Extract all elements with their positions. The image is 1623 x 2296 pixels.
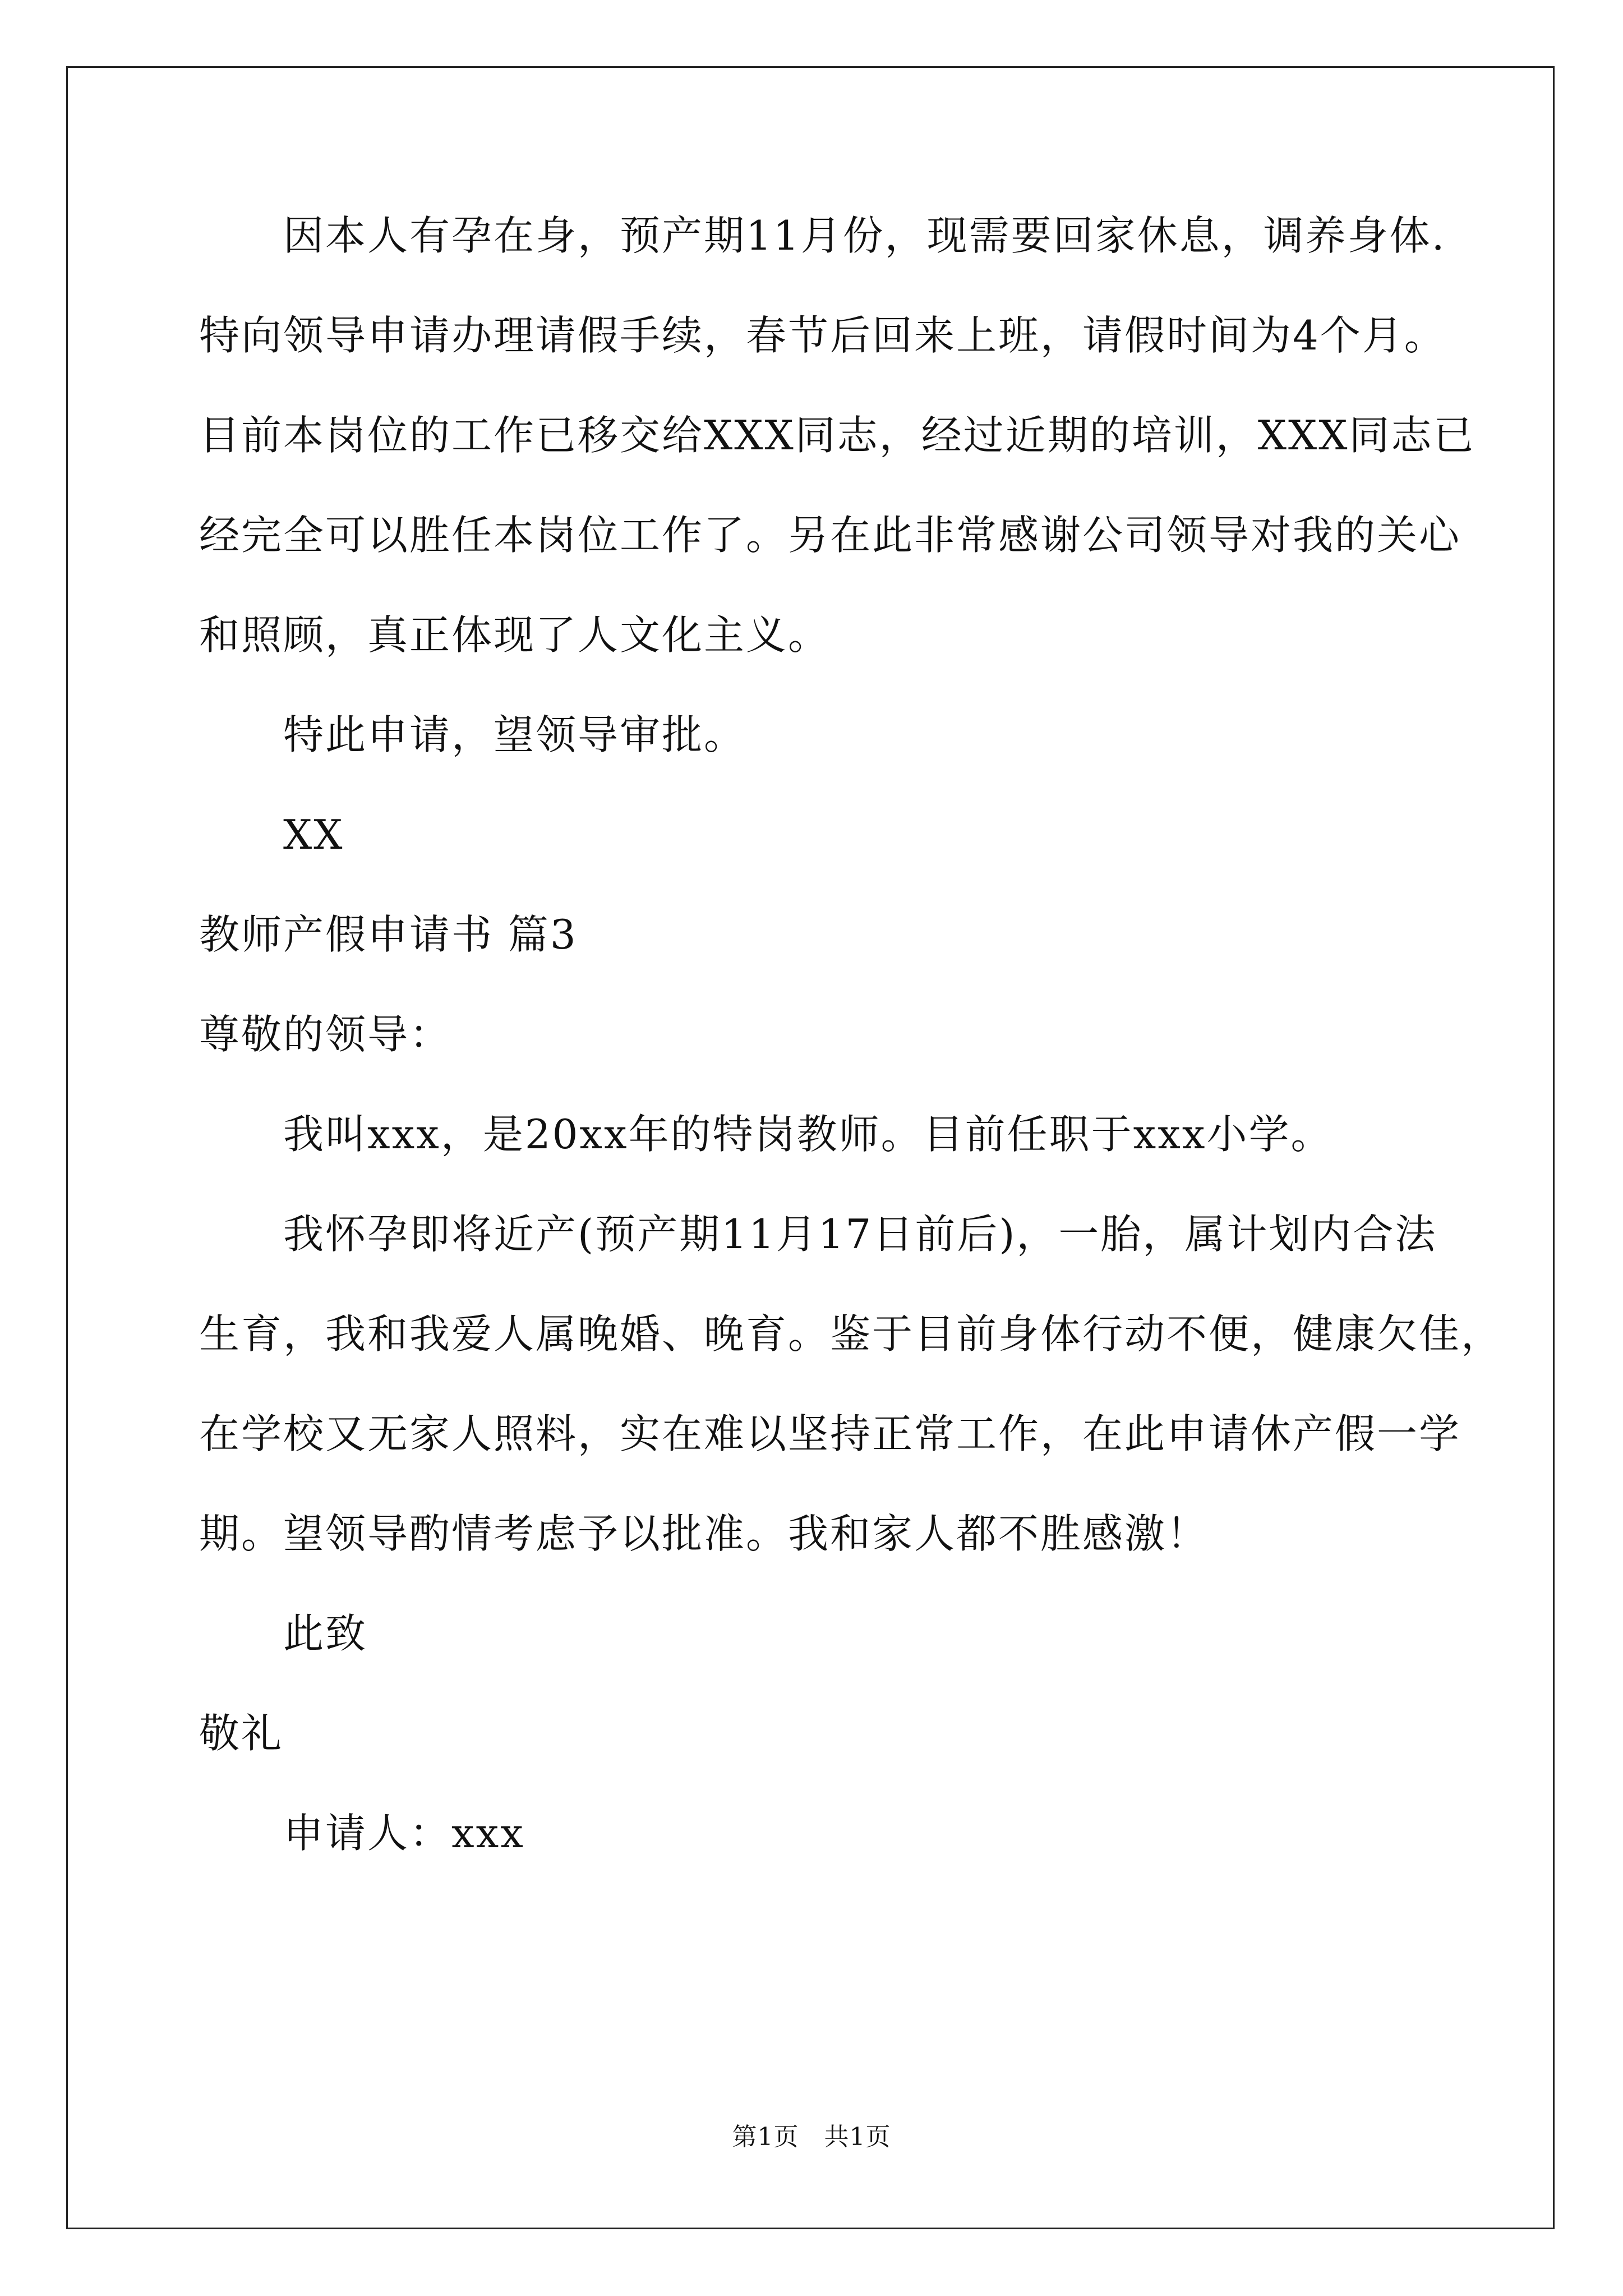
salutation: 尊敬的领导： [199,1011,452,1058]
paragraph-line: 特向领导申请办理请假手续，春节后回来上班，请假时间为4个月。 [199,312,1446,359]
signature-line: XX [283,811,344,858]
paragraph-line: 我叫xxx，是20xx年的特岗教师。目前任职于xxx小学。 [283,1111,1333,1158]
paragraph-line: 生育，我和我爱人属晚婚、晚育。鉴于目前身体行动不便，健康欠佳， [199,1310,1504,1358]
applicant-line: 申请人：xxx [283,1810,525,1857]
paragraph-line: 目前本岗位的工作已移交给XXX同志，经过近期的培训，XXX同志已 [199,412,1476,459]
paragraph-line: 和照顾，真正体现了人文化主义。 [199,611,831,659]
paragraph-line: 经完全可以胜任本岗位工作了。另在此非常感谢公司领导对我的关心 [199,512,1461,559]
closing-salute: 敬礼 [199,1710,284,1757]
paragraph-line: 我怀孕即将近产(预产期11月17日前后)，一胎，属计划内合法 [283,1211,1437,1258]
closing-request-line: 特此申请，望领导审批。 [283,711,746,758]
page-number-footer: 第1页 共1页 [732,2123,891,2151]
paragraph-line: 因本人有孕在身，预产期11月份，现需要回家休息，调养身体. [283,212,1446,259]
document-body [199,208,1504,1905]
closing-phrase: 此致 [283,1610,368,1657]
paragraph-line: 在学校又无家人照料，实在难以坚持正常工作，在此申请休产假一学 [199,1410,1461,1457]
paragraph-line: 期。望领导酌情考虑予以批准。我和家人都不胜感激！ [199,1510,1209,1557]
section-heading: 教师产假申请书 篇3 [199,911,578,958]
